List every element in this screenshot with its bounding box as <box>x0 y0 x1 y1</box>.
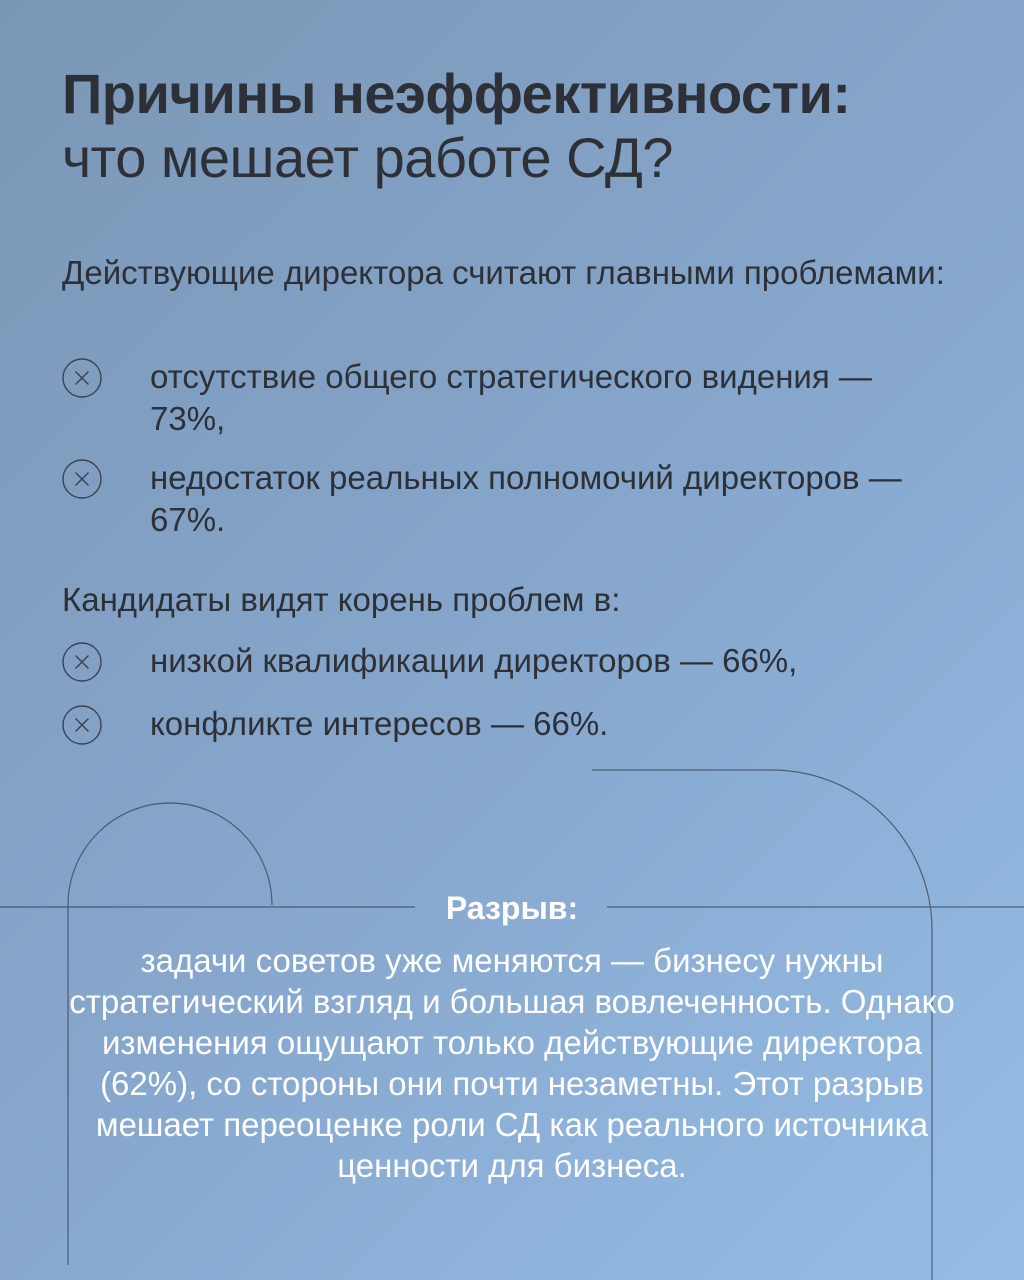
cross-circle-icon <box>62 358 102 398</box>
page-title <box>62 62 982 190</box>
list-item-text: отсутствие общего стратегического видения — 73%, <box>150 358 872 437</box>
gap-text: задачи советов уже меняются — бизнесу нужны стратегический взгляд и большая вовлеченность. Однако изменения ощущают только действующие директора (62%), со стороны они почти незаметны. Этот разрыв мешает переоценке роли СД как реального источника ценности для бизнеса. <box>69 942 955 1184</box>
candidates-intro: Кандидаты видят корень проблем в: <box>62 581 621 618</box>
list-item-text: конфликте интересов — 66%. <box>150 705 609 742</box>
list-item-text: низкой квалификации директоров — 66%, <box>150 642 798 679</box>
cross-circle-icon <box>62 705 102 745</box>
page-title-bold: Причины неэффективности: <box>62 62 851 125</box>
page-title-regular: что мешает работе СД? <box>62 126 673 189</box>
cross-circle-icon <box>62 642 102 682</box>
gap-title: Разрыв: <box>445 890 579 926</box>
list-item-text: недостаток реальных полномочий директоров — 67%. <box>150 459 902 538</box>
cross-circle-icon <box>62 459 102 499</box>
directors-intro: Действующие директора считают главными проблемами: <box>62 254 945 291</box>
